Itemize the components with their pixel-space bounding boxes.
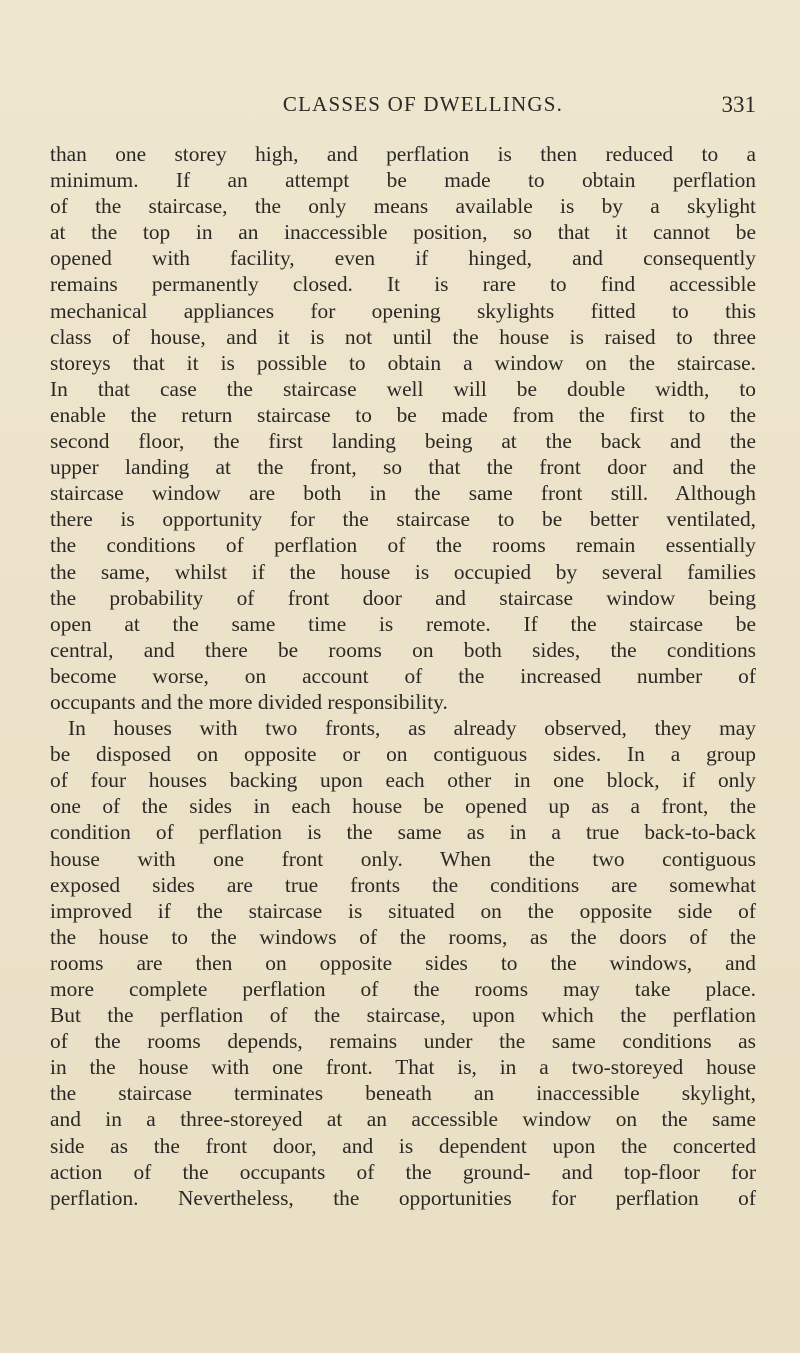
text-line: storeys that it is possible to obtain a window on the staircase. (50, 350, 756, 375)
text-line: perflation. Nevertheless, the opportunities for perflation of (50, 1185, 756, 1210)
page-number: 331 (721, 92, 756, 117)
body-text (50, 141, 756, 1211)
text-line: central, and there be rooms on both sides, the conditions (50, 637, 756, 662)
text-line: second floor, the first landing being at the back and the (50, 429, 756, 454)
text-line: of the rooms depends, remains under the same conditions as (50, 1029, 756, 1054)
text-line: open at the same time is remote. If the staircase be (50, 611, 756, 636)
text-line: of the staircase, the only means available is by a skylight (50, 194, 756, 219)
text-line: become worse, on account of the increased number of (50, 663, 756, 688)
text-line: the probability of front door and staircase window being (50, 585, 756, 610)
text-line: In that case the staircase well will be double width, to (50, 376, 756, 401)
text-line: remains permanently closed. It is rare to find accessible (50, 272, 756, 297)
text-line: the same, whilst if the house is occupied by several families (50, 559, 756, 584)
text-line: more complete perflation of the rooms may take place. (50, 977, 756, 1001)
text-line: than one storey high, and perflation is then reduced to a (50, 142, 756, 166)
text-line: condition of perflation is the same as in a true back-to-back (50, 820, 756, 845)
text-line: house with one front only. When the two contiguous (50, 846, 756, 871)
text-line: In houses with two fronts, as already observed, they may (68, 716, 756, 741)
text-line: action of the occupants of the ground- and top-floor for (50, 1159, 756, 1184)
text-line: occupants and the more divided responsibility. (50, 689, 448, 714)
text-line: the house to the windows of the rooms, as the doors of the (50, 924, 756, 949)
text-line: in the house with one front. That is, in a two-storeyed house (50, 1055, 756, 1080)
text-line: be disposed on opposite or on contiguous sides. In a group (50, 742, 756, 767)
text-line: at the top in an inaccessible position, so that it cannot be (50, 220, 756, 245)
text-line: of four houses backing upon each other in one block, if only (50, 768, 756, 793)
page-header (50, 92, 756, 128)
text-line: opened with facility, even if hinged, and consequently (50, 246, 756, 271)
text-line: But the perflation of the staircase, upon which the perflation (50, 1003, 756, 1028)
text-line: exposed sides are true fronts the conditions are somewhat (50, 872, 756, 897)
text-line: staircase window are both in the same front still. Although (50, 481, 756, 506)
text-line: the staircase terminates beneath an inaccessible skylight, (50, 1081, 756, 1106)
text-line: improved if the staircase is situated on the opposite side of (50, 898, 756, 923)
text-line: one of the sides in each house be opened up as a front, the (50, 794, 756, 819)
text-line: mechanical appliances for opening skylights fitted to this (50, 298, 756, 323)
text-line: enable the return staircase to be made from the first to the (50, 402, 756, 427)
text-line: side as the front door, and is dependent upon the concerted (50, 1133, 756, 1158)
running-title: CLASSES OF DWELLINGS. (282, 92, 564, 116)
text-line: class of house, and it is not until the house is raised to three (50, 324, 756, 349)
text-line: and in a three-storeyed at an accessible window on the same (50, 1107, 756, 1132)
text-line: minimum. If an attempt be made to obtain perflation (50, 168, 756, 193)
text-line: rooms are then on opposite sides to the windows, and (50, 950, 756, 975)
text-line: upper landing at the front, so that the front door and the (50, 455, 756, 480)
text-line: the conditions of perflation of the rooms remain essentially (50, 533, 756, 558)
text-line: there is opportunity for the staircase to be better ventilated, (50, 507, 756, 532)
